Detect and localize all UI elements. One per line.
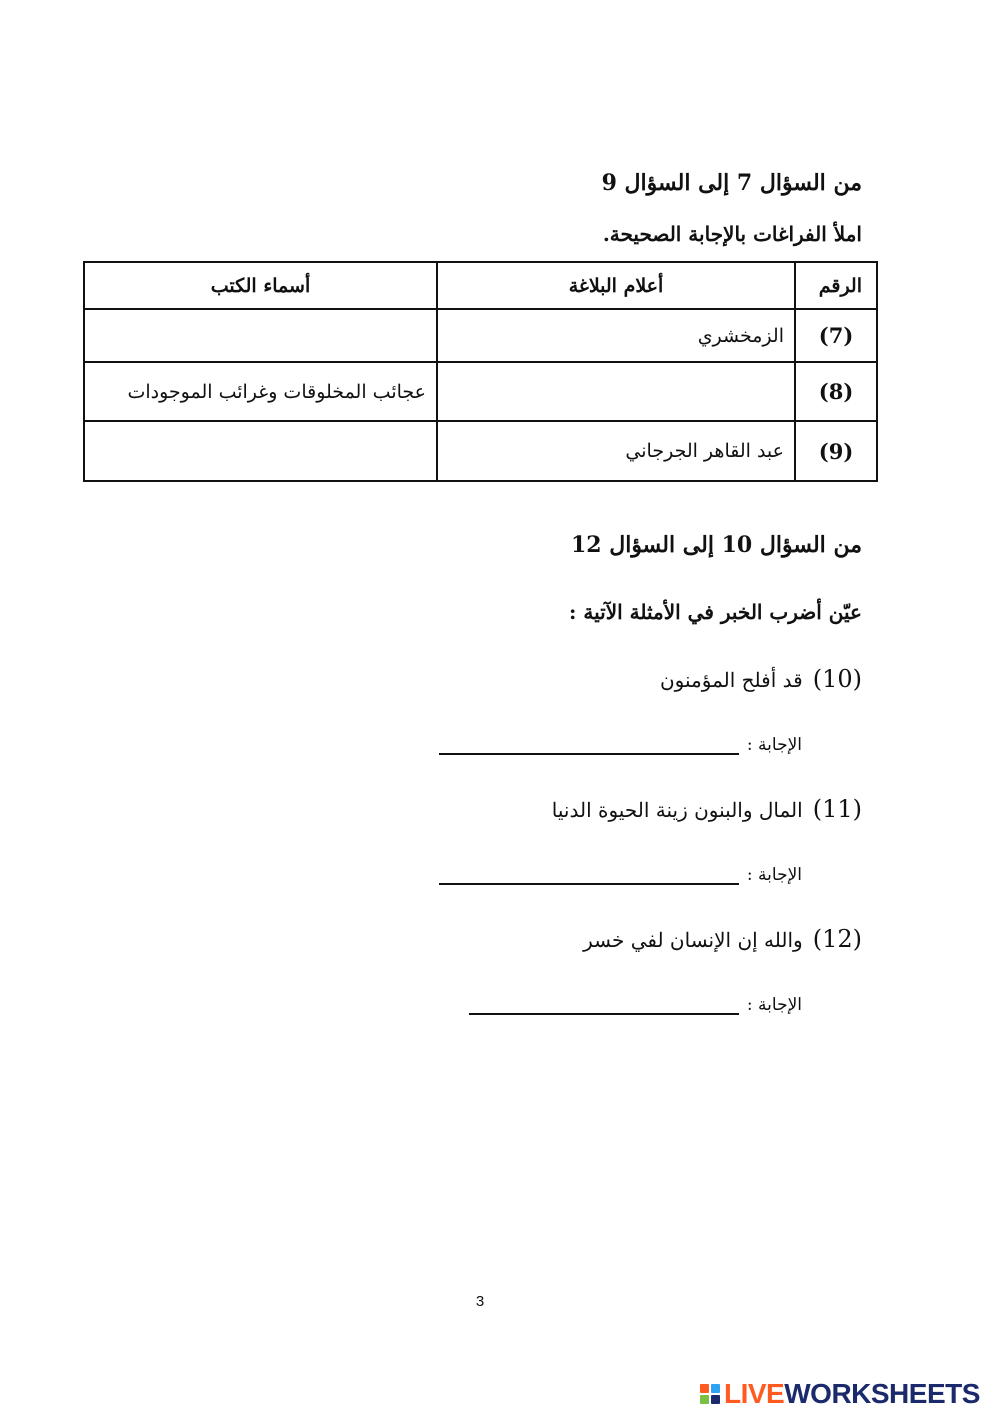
answer-label: الإجابة : — [746, 865, 802, 885]
table-row — [84, 309, 877, 362]
section-heading-7-9: من السؤال 7 إلى السؤال 9 — [601, 170, 862, 196]
logo-square — [700, 1384, 709, 1393]
question-number: (12) — [812, 925, 862, 953]
row-number: (9) — [795, 421, 877, 481]
table-row — [84, 362, 877, 421]
scholar-blank-cell[interactable] — [437, 362, 795, 421]
book-cell: عجائب المخلوقات وغرائب الموجودات — [84, 362, 437, 421]
liveworksheets-logo[interactable] — [700, 1380, 980, 1408]
row-number: (8) — [795, 362, 877, 421]
answer-label: الإجابة : — [746, 735, 802, 755]
question-text: المال والبنون زينة الحيوة الدنيا — [551, 798, 803, 822]
question-number: (10) — [812, 665, 862, 693]
answer-11 — [439, 865, 802, 885]
row-number: (7) — [795, 309, 877, 362]
scholar-cell: الزمخشري — [437, 309, 795, 362]
book-blank-cell[interactable] — [84, 421, 437, 481]
book-blank-cell[interactable] — [84, 309, 437, 362]
table-row — [84, 421, 877, 481]
answer-blank-line[interactable] — [439, 882, 739, 885]
question-11 — [552, 795, 862, 823]
header-books: أسماء الكتب — [84, 262, 437, 309]
question-text: والله إن الإنسان لفي خسر — [583, 928, 803, 952]
question-number: (11) — [812, 795, 862, 823]
identify-instruction: عيّن أضرب الخبر في الأمثلة الآتية : — [569, 600, 862, 624]
answer-10 — [439, 735, 802, 755]
logo-mark-icon — [700, 1384, 720, 1404]
fill-blanks-instruction: املأ الفراغات بالإجابة الصحيحة. — [602, 222, 862, 246]
question-text: قد أفلح المؤمنون — [659, 668, 803, 692]
section-heading-10-12: من السؤال 10 إلى السؤال 12 — [570, 532, 862, 558]
answer-blank-line[interactable] — [469, 1012, 739, 1015]
page-number: 3 — [475, 1293, 485, 1310]
scholars-books-table — [83, 261, 878, 482]
logo-square — [711, 1395, 720, 1404]
logo-square — [700, 1395, 709, 1404]
header-number: الرقم — [795, 262, 877, 309]
scholar-cell: عبد القاهر الجرجاني — [437, 421, 795, 481]
answer-blank-line[interactable] — [439, 752, 739, 755]
table-header-row — [84, 262, 877, 309]
answer-12 — [469, 995, 802, 1015]
question-12 — [583, 925, 862, 953]
question-10 — [660, 665, 862, 693]
logo-square — [711, 1384, 720, 1393]
logo-word-live: LIVE — [724, 1378, 785, 1409]
header-scholars: أعلام البلاغة — [437, 262, 795, 309]
answer-label: الإجابة : — [746, 995, 802, 1015]
logo-word-worksheets: WORKSHEETS — [784, 1378, 980, 1409]
